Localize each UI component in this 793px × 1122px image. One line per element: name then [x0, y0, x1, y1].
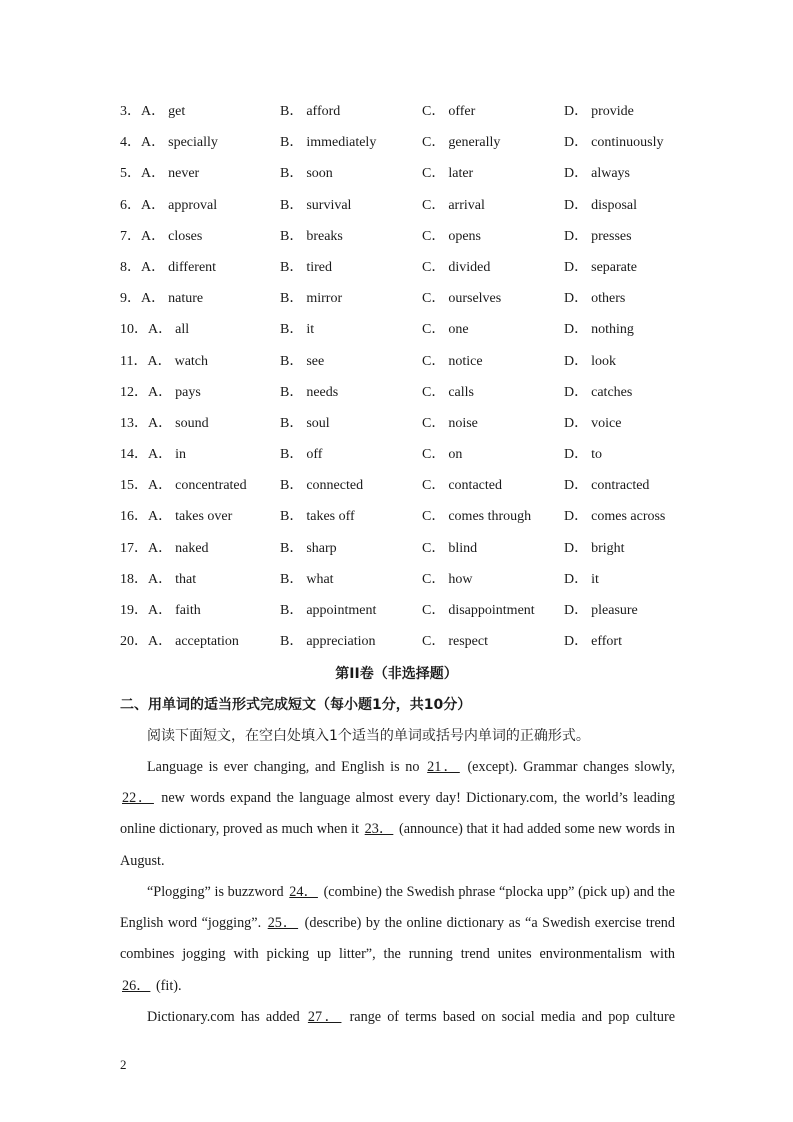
option-text: pays	[175, 384, 201, 400]
option-text: faith	[175, 603, 201, 618]
paragraph-2	[120, 877, 675, 1002]
paragraph-line: August.	[120, 852, 165, 869]
option-text: sharp	[306, 540, 337, 556]
option-text: generally	[448, 135, 501, 151]
option-text: contacted	[448, 478, 502, 494]
option-text: that	[175, 571, 197, 587]
option-row	[120, 474, 680, 505]
option-text: it	[591, 571, 599, 587]
option-text: on	[448, 447, 463, 463]
option-text: look	[591, 353, 617, 369]
option-text: soul	[306, 415, 330, 431]
option-label: B．	[280, 571, 304, 587]
instruction-text: 阅读下面短文，在空白处填入1个适当的单词或括号内单词的正确形式。	[147, 728, 590, 744]
option-text: comes across	[591, 509, 666, 525]
option-text: calls	[448, 384, 474, 400]
option-c[interactable]	[422, 318, 469, 342]
option-c[interactable]	[422, 287, 501, 311]
option-label: C．	[422, 228, 446, 244]
option-a[interactable]	[120, 350, 208, 374]
blank-27[interactable]: 27．	[307, 1009, 342, 1025]
option-text: comes through	[448, 509, 532, 525]
option-text: one	[448, 322, 469, 338]
option-c[interactable]	[422, 505, 531, 529]
option-text: later	[448, 166, 474, 182]
option-text: separate	[591, 259, 637, 275]
option-label: C．	[422, 197, 446, 213]
option-row	[120, 287, 680, 318]
option-row	[120, 100, 680, 131]
option-label: 4．A．	[120, 135, 166, 151]
option-b[interactable]	[280, 443, 322, 467]
option-c[interactable]	[422, 194, 485, 218]
option-d[interactable]	[564, 131, 663, 155]
option-a[interactable]	[120, 162, 199, 186]
option-d[interactable]	[564, 443, 602, 467]
option-row	[120, 256, 680, 287]
option-text: contracted	[591, 478, 650, 494]
option-text: takes over	[175, 509, 233, 525]
option-label: 19．A．	[120, 603, 173, 618]
option-text: in	[175, 447, 187, 463]
option-text: notice	[448, 353, 483, 369]
option-text: provide	[591, 104, 634, 119]
text-run: Language is ever changing, and English is no	[147, 759, 426, 775]
text-run: “Plogging” is buzzword	[147, 884, 288, 900]
option-d[interactable]	[564, 474, 649, 498]
option-text: it	[306, 322, 315, 338]
text-run: range of terms based on social media and pop culture	[343, 1009, 675, 1025]
option-d[interactable]	[564, 225, 632, 249]
option-row	[120, 318, 680, 349]
option-label: C．	[422, 540, 446, 556]
option-a[interactable]	[120, 537, 209, 561]
text-run: (combine) the Swedish phrase “plocka upp” (pick up) and the	[319, 884, 675, 900]
paragraph-line	[120, 971, 675, 1002]
option-c[interactable]	[422, 381, 474, 405]
option-a[interactable]	[120, 131, 218, 155]
option-b[interactable]	[280, 381, 338, 405]
option-label: B．	[280, 634, 304, 650]
option-d[interactable]	[564, 162, 630, 186]
option-row	[120, 350, 680, 381]
option-label: C．	[422, 603, 446, 618]
option-b[interactable]	[280, 350, 324, 374]
option-label: D．	[564, 384, 589, 400]
option-label: B．	[280, 291, 304, 307]
option-text: concentrated	[175, 478, 247, 494]
option-text: continuously	[591, 135, 664, 151]
options-table	[120, 100, 680, 661]
option-d[interactable]	[564, 381, 632, 405]
option-text: immediately	[306, 135, 377, 151]
option-label: B．	[280, 135, 304, 151]
option-text: noise	[448, 415, 478, 431]
option-label: D．	[564, 259, 589, 275]
option-label: C．	[422, 259, 446, 275]
option-text: sound	[175, 415, 209, 431]
option-row	[120, 412, 680, 443]
option-text: different	[168, 259, 217, 275]
option-label: D．	[564, 166, 589, 182]
option-text: disappointment	[448, 603, 535, 618]
option-c[interactable]	[422, 131, 500, 155]
option-text: blind	[448, 540, 478, 556]
option-text: divided	[448, 259, 491, 275]
option-a[interactable]	[120, 381, 201, 405]
option-text: opens	[448, 228, 482, 244]
option-text: never	[168, 166, 200, 182]
option-label: D．	[564, 135, 589, 151]
option-text: arrival	[448, 197, 485, 213]
option-label: D．	[564, 447, 589, 463]
option-text: nature	[168, 291, 204, 307]
option-b[interactable]	[280, 599, 376, 623]
option-label: 8．A．	[120, 259, 166, 275]
option-c[interactable]	[422, 225, 481, 249]
option-text: get	[168, 104, 186, 119]
option-text: mirror	[306, 291, 343, 307]
option-text: breaks	[306, 228, 343, 244]
option-d[interactable]	[564, 505, 665, 529]
option-a[interactable]	[120, 630, 239, 654]
option-label: 3．A．	[120, 104, 166, 119]
option-label: C．	[422, 571, 446, 587]
option-label: B．	[280, 197, 304, 213]
paragraph-line: combines jogging with picking up litter”, the running trend unites environmentalism with	[120, 946, 675, 963]
option-label: 18．A．	[120, 571, 173, 587]
option-row	[120, 505, 680, 536]
option-label: 10．A．	[120, 322, 173, 338]
option-d[interactable]	[564, 537, 625, 561]
option-label: D．	[564, 540, 589, 556]
option-label: C．	[422, 384, 446, 400]
option-a[interactable]	[120, 100, 185, 124]
option-a[interactable]	[120, 412, 209, 436]
option-b[interactable]	[280, 568, 334, 592]
paragraph-line	[120, 783, 675, 814]
option-c[interactable]	[422, 100, 475, 124]
option-label: D．	[564, 415, 589, 431]
option-label: 17．A．	[120, 540, 173, 556]
option-row	[120, 225, 680, 256]
option-b[interactable]	[280, 505, 355, 529]
option-label: C．	[422, 135, 446, 151]
option-label: D．	[564, 197, 589, 213]
option-row	[120, 443, 680, 474]
option-text: offer	[448, 104, 476, 119]
option-d[interactable]	[564, 318, 634, 342]
option-a[interactable]	[120, 505, 232, 529]
text-run: (except). Grammar changes slowly,	[461, 759, 675, 775]
option-label: C．	[422, 353, 446, 369]
option-label: D．	[564, 571, 589, 587]
option-c[interactable]	[422, 537, 477, 561]
option-label: D．	[564, 228, 589, 244]
option-label: 16．A．	[120, 509, 173, 525]
text-run: Dictionary.com has added	[147, 1009, 306, 1025]
option-label: B．	[280, 509, 304, 525]
option-text: pleasure	[591, 603, 638, 618]
option-label: C．	[422, 478, 446, 494]
option-label: D．	[564, 634, 589, 650]
option-b[interactable]	[280, 131, 376, 155]
paragraph-3	[120, 1002, 675, 1033]
section-title: 第II卷（非选择题）	[335, 666, 458, 682]
option-label: B．	[280, 322, 304, 338]
option-label: B．	[280, 166, 304, 182]
paragraph-line	[120, 877, 675, 908]
option-label: B．	[280, 478, 304, 494]
option-label: C．	[422, 104, 446, 119]
option-c[interactable]	[422, 350, 483, 374]
option-label: C．	[422, 166, 446, 182]
text-run: online dictionary, proved as much when it	[120, 821, 363, 838]
option-a[interactable]	[120, 256, 216, 280]
option-row	[120, 630, 680, 661]
option-text: watch	[174, 353, 209, 369]
option-text: connected	[306, 478, 364, 494]
option-text: afford	[306, 104, 341, 119]
option-label: B．	[280, 447, 304, 463]
option-text: how	[448, 571, 473, 587]
option-text: effort	[591, 634, 622, 650]
text-run: English word “jogging”.	[120, 915, 266, 932]
option-c[interactable]	[422, 162, 473, 186]
option-d[interactable]	[564, 194, 637, 218]
option-a[interactable]	[120, 318, 189, 342]
option-row	[120, 194, 680, 225]
option-text: specially	[168, 135, 218, 151]
blank-26[interactable]: 26．	[122, 977, 151, 994]
option-text: always	[591, 166, 631, 182]
option-label: 12．A．	[120, 384, 173, 400]
option-row	[120, 568, 680, 599]
option-label: C．	[422, 291, 446, 307]
option-row	[120, 537, 680, 568]
paragraph-1	[120, 752, 675, 877]
option-b[interactable]	[280, 287, 342, 311]
option-text: presses	[591, 228, 632, 244]
option-b[interactable]	[280, 318, 314, 342]
option-row	[120, 162, 680, 193]
paragraph-line	[120, 908, 675, 939]
part-heading: 二、用单词的适当形式完成短文（每小题1分，共10分）	[120, 697, 472, 713]
option-label: C．	[422, 634, 446, 650]
text-run: (describe) by the online dictionary as “a Swedish exercise trend	[304, 915, 675, 932]
option-c[interactable]	[422, 599, 535, 623]
option-text: survival	[306, 197, 352, 213]
text-run: new words expand the language almost every day! Dictionary.com, the world’s leading	[155, 790, 675, 807]
option-c[interactable]	[422, 256, 490, 280]
option-row	[120, 381, 680, 412]
option-d[interactable]	[564, 599, 638, 623]
paragraph-line	[120, 752, 675, 783]
option-text: what	[306, 571, 334, 587]
option-a[interactable]	[120, 568, 196, 592]
option-row	[120, 131, 680, 162]
option-label: B．	[280, 228, 304, 244]
blank-24[interactable]: 24．	[289, 884, 318, 900]
option-label: D．	[564, 603, 589, 618]
option-d[interactable]	[564, 412, 621, 436]
option-text: naked	[175, 540, 209, 556]
option-label: D．	[564, 478, 589, 494]
option-label: 13．A．	[120, 415, 173, 431]
option-text: all	[175, 322, 190, 338]
option-text: off	[306, 447, 323, 463]
text-run: (announce) that it had added some new words in	[395, 821, 675, 838]
option-d[interactable]	[564, 568, 599, 592]
option-label: C．	[422, 322, 446, 338]
option-label: D．	[564, 353, 589, 369]
option-text: tired	[306, 259, 332, 275]
option-label: B．	[280, 104, 304, 119]
text-run: (fit).	[152, 977, 182, 994]
option-label: D．	[564, 291, 589, 307]
option-text: disposal	[591, 197, 638, 213]
option-c[interactable]	[422, 412, 478, 436]
option-text: appointment	[306, 603, 377, 618]
blank-21[interactable]: 21．	[427, 759, 460, 775]
option-label: B．	[280, 540, 304, 556]
option-b[interactable]	[280, 225, 343, 249]
option-text: respect	[448, 634, 488, 650]
option-a[interactable]	[120, 474, 247, 498]
option-b[interactable]	[280, 412, 330, 436]
option-d[interactable]	[564, 630, 622, 654]
option-label: D．	[564, 509, 589, 525]
option-b[interactable]	[280, 630, 376, 654]
option-label: 5．A．	[120, 166, 166, 182]
option-b[interactable]	[280, 474, 363, 498]
option-label: C．	[422, 415, 446, 431]
option-label: B．	[280, 603, 304, 618]
option-label: B．	[280, 259, 304, 275]
option-a[interactable]	[120, 443, 186, 467]
option-b[interactable]	[280, 537, 337, 561]
option-text: see	[306, 353, 325, 369]
option-label: 14．A．	[120, 447, 173, 463]
option-label: 11．A．	[120, 353, 172, 369]
option-text: closes	[168, 228, 203, 244]
option-text: bright	[591, 540, 625, 556]
option-d[interactable]	[564, 350, 616, 374]
paragraph-line	[120, 814, 675, 845]
option-d[interactable]	[564, 100, 634, 124]
option-text: others	[591, 291, 626, 307]
option-label: D．	[564, 104, 589, 119]
blank-25[interactable]: 25．	[267, 915, 299, 932]
option-b[interactable]	[280, 100, 340, 124]
option-c[interactable]	[422, 630, 488, 654]
option-text: needs	[306, 384, 339, 400]
option-c[interactable]	[422, 568, 472, 592]
option-label: 7．A．	[120, 228, 166, 244]
option-text: nothing	[591, 322, 634, 338]
option-b[interactable]	[280, 256, 332, 280]
option-text: acceptation	[175, 634, 239, 650]
option-d[interactable]	[564, 256, 637, 280]
option-a[interactable]	[120, 599, 201, 623]
page-number: 2	[120, 1057, 127, 1072]
option-b[interactable]	[280, 194, 351, 218]
option-c[interactable]	[422, 474, 502, 498]
option-text: voice	[591, 415, 622, 431]
option-text: takes off	[306, 509, 355, 525]
option-a[interactable]	[120, 225, 202, 249]
option-label: 9．A．	[120, 291, 166, 307]
option-label: C．	[422, 447, 446, 463]
blank-23[interactable]: 23．	[364, 821, 394, 838]
option-c[interactable]	[422, 443, 462, 467]
option-label: B．	[280, 384, 304, 400]
option-text: appreciation	[306, 634, 376, 650]
option-text: catches	[591, 384, 633, 400]
option-label: B．	[280, 415, 304, 431]
option-label: 20．A．	[120, 634, 173, 650]
option-a[interactable]	[120, 287, 203, 311]
paragraph-line	[120, 1002, 675, 1033]
option-b[interactable]	[280, 162, 333, 186]
option-d[interactable]	[564, 287, 625, 311]
option-label: 6．A．	[120, 197, 166, 213]
option-label: B．	[280, 353, 304, 369]
blank-22[interactable]: 22．	[122, 790, 154, 807]
option-label: 15．A．	[120, 478, 173, 494]
option-text: soon	[306, 166, 333, 182]
option-text: ourselves	[448, 291, 502, 307]
option-text: approval	[168, 197, 218, 213]
option-label: C．	[422, 509, 446, 525]
option-label: D．	[564, 322, 589, 338]
option-a[interactable]	[120, 194, 217, 218]
option-text: to	[591, 447, 603, 463]
option-row	[120, 599, 680, 630]
